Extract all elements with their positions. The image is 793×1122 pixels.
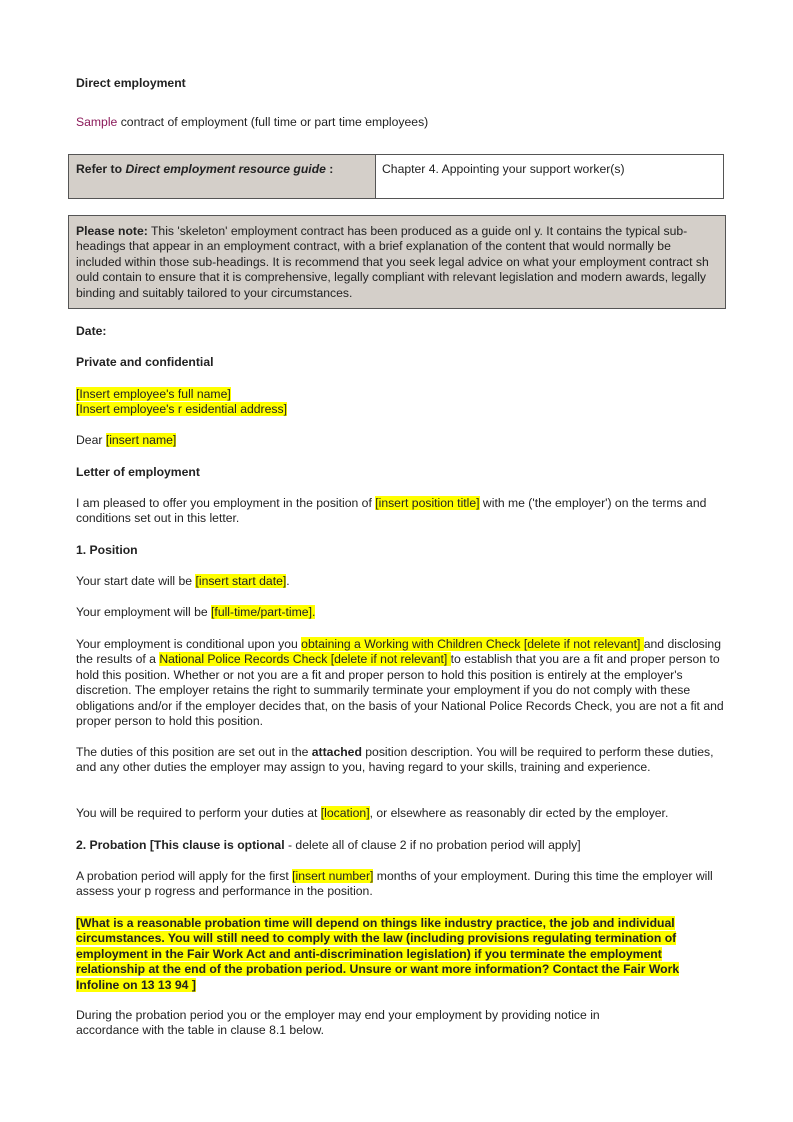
employee-address-placeholder: [Insert employee's r esidential address]: [76, 402, 287, 417]
private-label: Private and confidential: [76, 355, 214, 369]
note-box: [68, 215, 726, 309]
probation-post: months of your employment. During this time the employer will assess your p rogress and performance in the position.: [76, 869, 713, 899]
reference-prefix: Refer to: [76, 162, 126, 176]
start-date-placeholder: [insert start date]: [195, 574, 287, 588]
employee-name-placeholder: [Insert employee's full name]: [76, 387, 231, 401]
salutation-name-placeholder: [insert name]: [105, 433, 177, 447]
probation-pre: A probation period will apply for the first: [76, 869, 293, 883]
location-paragraph: [76, 806, 724, 821]
section-2-instruction: - delete all of clause 2 if no probation period will apply]: [284, 838, 581, 852]
position-title-placeholder: [insert position title]: [375, 496, 480, 510]
duties-attached: attached: [311, 745, 362, 759]
subtitle-sample: Sample: [76, 115, 118, 129]
offer-pre: I am pleased to offer you employment in the position of: [76, 496, 376, 510]
subtitle-rest: contract of employment (full time or part time employees): [117, 115, 429, 129]
start-date-paragraph: [76, 574, 724, 589]
letter-title: Letter of employment: [76, 465, 200, 479]
police-check-placeholder: National Police Records Check [delete if not relevant]: [159, 652, 451, 667]
reference-guide-title: Direct employment resource guide: [125, 162, 326, 176]
duties-paragraph: [76, 745, 724, 776]
reference-chapter: Chapter 4. Appointing your support worker(s): [382, 162, 625, 176]
section-2-optional: [This clause is optional: [146, 838, 285, 852]
location-post: , or elsewhere as reasonably dir ected by the employer.: [369, 806, 669, 820]
probation-number-placeholder: [insert number]: [292, 869, 374, 883]
probation-period-paragraph: [76, 869, 724, 900]
date-label: Date:: [76, 324, 107, 338]
reference-label: [69, 155, 376, 198]
offer-paragraph: [76, 496, 724, 527]
probation-end-paragraph: During the probation period you or the employer may end your employment by providing notice in accordance with the table in clause 8.1 below.: [76, 1008, 600, 1038]
conditional-pre: Your employment is conditional upon you: [76, 637, 302, 651]
document-heading: Direct employment: [76, 76, 186, 90]
conditional-paragraph: [76, 637, 724, 729]
start-date-post: .: [286, 574, 290, 588]
employee-block: [76, 387, 724, 418]
probation-note: [76, 916, 706, 993]
start-date-pre: Your start date will be: [76, 574, 196, 588]
duties-post: position description. You will be required to perform these duties, and any other duties the employer may assign to you, having regard to your skills, training and experience.: [76, 745, 714, 775]
note-label: Please note:: [76, 224, 148, 238]
duties-pre: The duties of this position are set out in the: [76, 745, 312, 759]
reference-box: [68, 154, 724, 199]
section-2-heading: 2. Probation: [76, 838, 147, 852]
conditional-mid: and disclosing the results of a: [76, 637, 721, 667]
reference-suffix: :: [325, 162, 334, 176]
location-placeholder: [location]: [320, 806, 370, 820]
section-2-title: [76, 838, 724, 853]
section-1-title: 1. Position: [76, 543, 138, 557]
note-text: This 'skeleton' employment contract has been produced as a guide onl y. It contains the typical sub-headings that appear in an employment contract, with a brief explanation of the content that would normally be included within those sub-headings. It is recommend that you seek legal advice on what your employment contract sh ould contain to ensure that it is comprehensive, legally compliant with relevant legislation and modern awards, legally binding and suitably tailored to your circumstances.: [76, 224, 709, 300]
probation-note-text: [What is a reasonable probation time will depend on things like industry practice, the job and individual circumstances. You will still need to comply with the law (including provisions regulating termination of employment in the Fair Work Act and anti-discrimination legislation) if you terminate the employment relationship at the end of the probation period. Unsure or want more information? Contact the Fair Work Infoline on 13 13 94 ]: [76, 916, 680, 992]
employment-type-paragraph: [76, 605, 724, 620]
salutation: [76, 433, 724, 448]
document-subtitle: [76, 115, 724, 130]
employment-type-pre: Your employment will be: [76, 605, 212, 619]
employment-type-placeholder: [full-time/part-time].: [211, 605, 316, 619]
salutation-prefix: Dear: [76, 433, 106, 447]
conditional-post: to establish that you are a fit and proper person to hold this position. Whether or not you are a fit and proper person to hold this position is entirely at the employer's discretion. The employer retains the right to summarily terminate your employment if you do not comply with these obligations and/or if the employer decides that, on the basis of your National Police Records Check, you are not a fit and proper person to hold this position.: [76, 652, 724, 729]
location-pre: You will be required to perform your duties at: [76, 806, 321, 820]
offer-post: with me ('the employer') on the terms and conditions set out in this letter.: [76, 496, 707, 526]
children-check-placeholder: obtaining a Working with Children Check [delete if not relevant]: [301, 637, 644, 651]
